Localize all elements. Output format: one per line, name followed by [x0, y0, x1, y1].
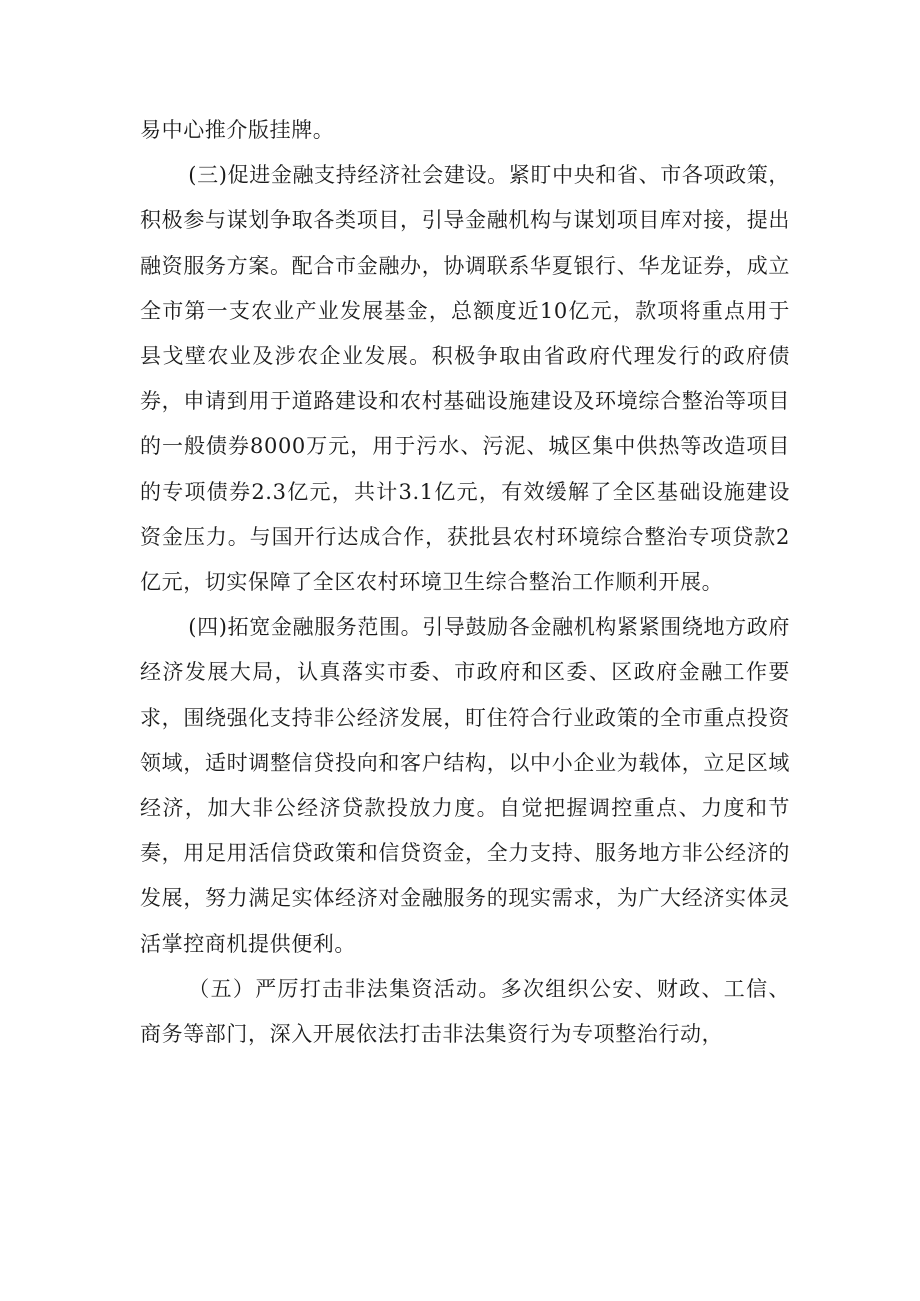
paragraph-section-4: (四)拓宽金融服务范围。引导鼓励各金融机构紧紧围绕地方政府经济发展大局，认真落实市委、市政府和区委、区政府金融工作要求，围绕强化支持非公经济发展，盯住符合行业政策的全市重点投资领域，适时调整信贷投向和客户结构，以中小企业为载体，立足区域经济，加大非公经济贷款投放力度。自觉把握调控重点、力度和节奏，用足用活信贷政策和信贷资金，全力支持、服务地方非公经济的发展，努力满足实体经济对金融服务的现实需求，为广大经济实体灵活掌控商机提供便利。 — [140, 615, 790, 956]
document-body — [140, 108, 790, 1057]
paragraph-section-5: （五）严厉打击非法集资活动。多次组织公安、财政、工信、商务等部门，深入开展依法打击非法集资行为专项整治行动， — [140, 976, 790, 1047]
paragraph-section-3: (三)促进金融支持经济社会建设。紧盯中央和省、市各项政策，积极参与谋划争取各类项目，引导金融机构与谋划项目库对接，提出融资服务方案。配合市金融办，协调联系华夏银行、华龙证券，成立全市第一支农业产业发展基金，总额度近10亿元，款项将重点用于县戈壁农业及涉农企业发展。积极争取由省政府代理发行的政府债券，申请到用于道路建设和农村基础设施建设及环境综合整治等项目的一般债券8000万元，用于污水、污泥、城区集中供热等改造项目的专项债券2.3亿元，共计3.1亿元，有效缓解了全区基础设施建设资金压力。与国开行达成合作，获批县农村环境综合整治专项贷款2亿元，切实保障了全区农村环境卫生综合整治工作顺利开展。 — [140, 163, 790, 595]
paragraph-continuation: 易中心推介版挂牌。 — [140, 118, 335, 142]
